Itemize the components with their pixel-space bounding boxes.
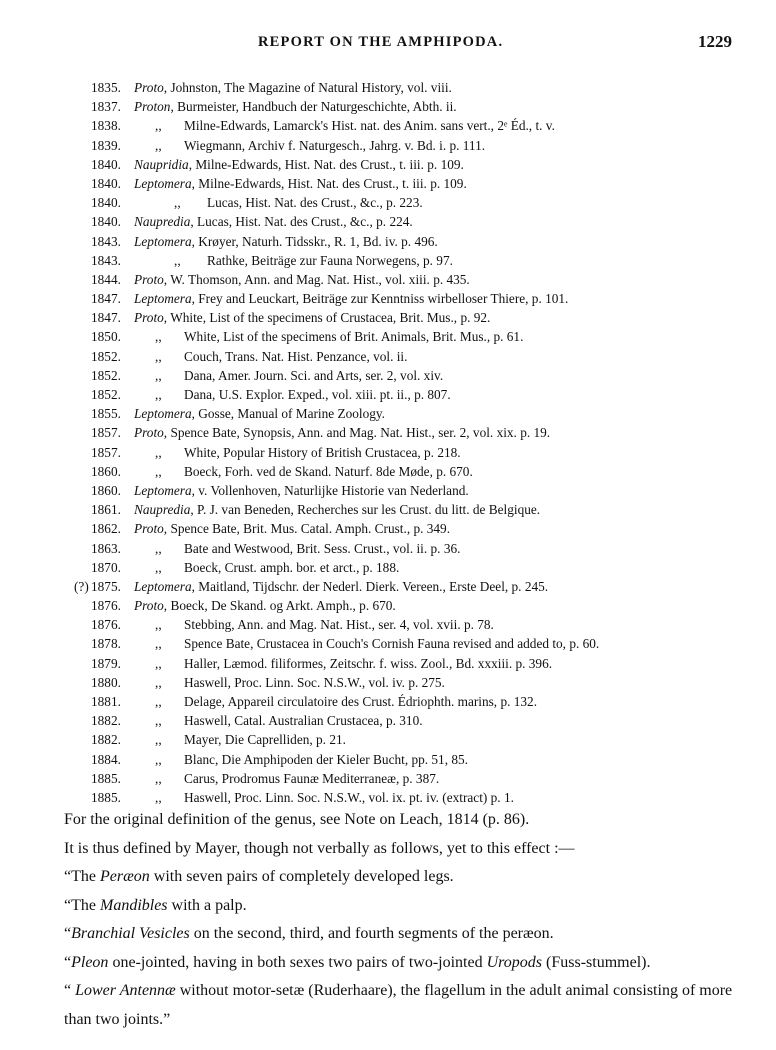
ditto-mark: ,, — [155, 617, 162, 633]
entry-year: 1840. — [91, 156, 121, 172]
entry-citation — [134, 519, 450, 538]
entry-year: 1852. — [91, 367, 121, 383]
entry-year: 1863. — [91, 540, 121, 556]
synonymy-entry — [0, 97, 776, 116]
synonymy-entry — [0, 615, 776, 634]
entry-year: 1876. — [91, 598, 121, 614]
ditto-mark: ,, — [155, 694, 162, 709]
citation-text: Bate and Westwood, Brit. Sess. Crust., vol. ii. p. 36. — [184, 540, 461, 556]
synonymy-entry — [0, 232, 776, 251]
note-paragraph: It is thus defined by Mayer, though not verbally as follows, yet to this effect :— — [64, 839, 575, 857]
genus-name: Leptomera — [134, 482, 192, 498]
citation-text: , White, List of the specimens of Crustacea, Brit. Mus., p. 92. — [163, 310, 491, 326]
genus-name: Leptomera — [134, 291, 192, 307]
citation-text: Haller, Læmod. filiformes, Zeitschr. f. wiss. Zool., Bd. xxxiii. p. 396. — [184, 655, 553, 671]
synonymy-entry — [0, 136, 776, 155]
citation-text: Delage, Appareil circulatoire des Crust. Édriophth. marins, p. 132. — [184, 694, 538, 709]
synonymy-entry — [0, 212, 776, 231]
synonymy-entry — [0, 500, 776, 519]
citation-text: Boeck, Crust. amph. bor. et arct., p. 188. — [184, 559, 400, 575]
ditto-mark: ,, — [155, 540, 162, 556]
synonymy-entry — [0, 558, 776, 577]
citation-text: Spence Bate, Crustacea in Couch's Cornish Fauna revised and added to, p. 60. — [184, 636, 600, 652]
ditto-mark: ,, — [155, 329, 162, 345]
citation-text: , W. Thomson, Ann. and Mag. Nat. Hist., vol. xiii. p. 435. — [163, 271, 470, 287]
citation-text: , Milne-Edwards, Hist. Nat. des Crust., t. iii. p. 109. — [188, 156, 464, 172]
citation-text: , Boeck, De Skand. og Arkt. Amph., p. 670. — [163, 598, 396, 614]
citation-text: , Spence Bate, Brit. Mus. Catal. Amph. Crust., p. 349. — [163, 521, 451, 537]
definition-pleon: “Pleon one-jointed, having in both sexes two pairs of two-jointed Uropods (Fuss-stummel). — [64, 953, 651, 971]
synonymy-entry — [0, 366, 776, 385]
synonymy-entry — [0, 423, 776, 442]
synonymy-entry — [0, 596, 776, 615]
entry-year: 1876. — [91, 617, 121, 633]
genus-name: Leptomera — [134, 233, 192, 249]
entry-citation — [134, 423, 550, 442]
definition-branchial-vesicles: “Branchial Vesicles on the second, third, and fourth segments of the peræon. — [64, 925, 554, 942]
synonymy-entry — [0, 404, 776, 423]
ditto-mark: ,, — [155, 674, 162, 690]
ditto-mark: ,, — [155, 118, 162, 134]
entry-year: 1882. — [91, 732, 121, 748]
entry-citation — [134, 596, 396, 615]
entry-year: 1850. — [91, 329, 121, 345]
synonymy-entry — [0, 251, 776, 270]
citation-text: Stebbing, Ann. and Mag. Nat. Hist., ser. 4, vol. xvii. p. 78. — [184, 617, 494, 633]
synonymy-entry — [0, 270, 776, 289]
page-number: 1229 — [698, 32, 732, 51]
synonymy-entry — [0, 347, 776, 366]
ditto-mark: ,, — [155, 713, 162, 729]
citation-text: Haswell, Proc. Linn. Soc. N.S.W., vol. iv. p. 275. — [184, 674, 445, 690]
entry-citation — [134, 174, 467, 193]
genus-name: Naupredia — [134, 502, 191, 518]
citation-text: Mayer, Die Caprelliden, p. 21. — [184, 732, 346, 748]
ditto-mark: ,, — [155, 789, 162, 805]
ditto-mark: ,, — [155, 387, 162, 402]
citation-text: Milne-Edwards, Lamarck's Hist. nat. des Anim. sans vert., 2ᵉ Éd., t. v. — [184, 118, 555, 134]
citation-text: , Milne-Edwards, Hist. Nat. des Crust., t. iii. p. 109. — [191, 175, 467, 191]
citation-text: Dana, Amer. Journ. Sci. and Arts, ser. 2, vol. xiv. — [184, 367, 444, 383]
running-header — [0, 32, 776, 54]
citation-text: , Lucas, Hist. Nat. des Crust., &c., p. 224. — [190, 214, 413, 230]
genus-name: Proto — [134, 310, 164, 326]
ditto-mark: ,, — [155, 444, 162, 460]
entry-year: 1840. — [91, 195, 121, 211]
synonymy-entry — [0, 443, 776, 462]
entry-year: 1880. — [91, 674, 121, 690]
synonymy-entry — [0, 116, 776, 135]
entry-citation — [134, 404, 385, 423]
entry-year: 1843. — [91, 233, 121, 249]
synonymy-entry — [0, 750, 776, 769]
entry-year: 1852. — [91, 387, 121, 402]
synonymy-entry — [0, 519, 776, 538]
synonymy-entry — [0, 78, 776, 97]
citation-text: Blanc, Die Amphipoden der Kieler Bucht, pp. 51, 85. — [184, 751, 468, 767]
citation-text: , Burmeister, Handbuch der Naturgeschichte, Abth. ii. — [170, 99, 457, 115]
genus-name: Proto — [134, 598, 164, 614]
entry-year: 1835. — [91, 80, 121, 95]
entry-year: 1875. — [91, 578, 121, 594]
citation-text: Haswell, Catal. Australian Crustacea, p. 310. — [184, 713, 423, 729]
entry-year: 1885. — [91, 789, 121, 805]
entry-year: 1879. — [91, 655, 121, 671]
entry-year: 1855. — [91, 406, 121, 422]
ditto-mark: ,, — [174, 252, 181, 268]
synonymy-list — [0, 78, 776, 807]
genus-name: Leptomera — [134, 406, 192, 422]
ditto-mark: ,, — [155, 137, 162, 153]
entry-year: 1837. — [91, 99, 121, 115]
entry-year: 1861. — [91, 502, 121, 518]
entry-year: 1884. — [91, 751, 121, 767]
entry-citation — [134, 289, 568, 308]
entry-year: 1844. — [91, 271, 121, 287]
entry-citation — [134, 577, 548, 596]
citation-text: , P. J. van Beneden, Recherches sur les Crust. du litt. de Belgique. — [190, 502, 541, 518]
synonymy-entry — [0, 634, 776, 653]
ditto-mark: ,, — [155, 348, 162, 364]
citation-text: Dana, U.S. Explor. Exped., vol. xiii. pt. ii., p. 807. — [184, 387, 451, 402]
entry-year: 1843. — [91, 252, 121, 268]
genus-name: Proto — [134, 80, 164, 95]
citation-text: , Maitland, Tijdschr. der Nederl. Dierk. Vereen., Erste Deel, p. 245. — [191, 578, 549, 594]
entry-year: 1885. — [91, 770, 121, 786]
synonymy-entry — [0, 788, 776, 807]
synonymy-entry — [0, 462, 776, 481]
citation-text: Couch, Trans. Nat. Hist. Penzance, vol. ii. — [184, 348, 408, 364]
ditto-mark: ,, — [155, 463, 162, 479]
citation-text: White, Popular History of British Crustacea, p. 218. — [184, 444, 461, 460]
entry-year: 1840. — [91, 175, 121, 191]
genus-name: Leptomera — [134, 175, 192, 191]
entry-year: 1847. — [91, 291, 121, 307]
entry-year: 1839. — [91, 137, 121, 153]
citation-text: Rathke, Beiträge zur Fauna Norwegens, p. 97. — [207, 252, 453, 268]
entry-citation — [134, 481, 469, 500]
ditto-mark: ,, — [155, 636, 162, 652]
entry-citation — [134, 232, 438, 251]
entry-year: 1870. — [91, 559, 121, 575]
ditto-mark: ,, — [155, 732, 162, 748]
synonymy-entry — [0, 327, 776, 346]
citation-text: , Spence Bate, Synopsis, Ann. and Mag. Nat. Hist., ser. 2, vol. xix. p. 19. — [163, 425, 551, 441]
synonymy-entry — [0, 673, 776, 692]
entry-citation — [134, 78, 452, 97]
entry-year: 1857. — [91, 444, 121, 460]
note-paragraph: For the original definition of the genus, see Note on Leach, 1814 (p. 86). — [64, 811, 530, 828]
entry-year: 1847. — [91, 310, 121, 326]
synonymy-entry — [0, 539, 776, 558]
synonymy-entry — [0, 654, 776, 673]
entry-year: 1881. — [91, 694, 121, 709]
entry-citation — [134, 212, 413, 231]
entry-year: 1838. — [91, 118, 121, 134]
synonymy-entry — [0, 711, 776, 730]
ditto-mark: ,, — [155, 655, 162, 671]
citation-text: Haswell, Proc. Linn. Soc. N.S.W., vol. ix. pt. iv. (extract) p. 1. — [184, 789, 514, 805]
genus-name: Naupridia — [134, 156, 189, 172]
synonymy-entry — [0, 308, 776, 327]
entry-citation — [134, 308, 490, 327]
citation-text: , Johnston, The Magazine of Natural History, vol. viii. — [163, 80, 452, 95]
ditto-mark: ,, — [155, 751, 162, 767]
query-mark: (?) — [74, 578, 89, 594]
entry-year: 1862. — [91, 521, 121, 537]
entry-citation — [134, 155, 464, 174]
citation-text: , Gosse, Manual of Marine Zoology. — [191, 406, 386, 422]
header-title: REPORT ON THE AMPHIPODA. — [258, 34, 504, 50]
synonymy-entry — [0, 769, 776, 788]
entry-year: 1860. — [91, 482, 121, 498]
synonymy-entry — [0, 692, 776, 711]
citation-text: Wiegmann, Archiv f. Naturgesch., Jahrg. v. Bd. i. p. 111. — [184, 137, 486, 153]
citation-text: , v. Vollenhoven, Naturlijke Historie van Nederland. — [191, 482, 469, 498]
synonymy-entry — [0, 193, 776, 212]
definition-peraeon: “The Peræon with seven pairs of completely developed legs. — [64, 868, 454, 885]
citation-text: , Krøyer, Naturh. Tidsskr., R. 1, Bd. iv. p. 496. — [191, 233, 438, 249]
ditto-mark: ,, — [155, 559, 162, 575]
genus-name: Proto — [134, 425, 164, 441]
synonymy-entry — [0, 174, 776, 193]
entry-year: 1857. — [91, 425, 121, 441]
entry-year: 1852. — [91, 348, 121, 364]
synonymy-entry — [0, 289, 776, 308]
synonymy-entry — [0, 155, 776, 174]
synonymy-entry — [0, 730, 776, 749]
synonymy-entry — [0, 385, 776, 404]
citation-text: Lucas, Hist. Nat. des Crust., &c., p. 223. — [207, 195, 423, 211]
citation-text: White, List of the specimens of Brit. Animals, Brit. Mus., p. 61. — [184, 329, 524, 345]
entry-year: 1882. — [91, 713, 121, 729]
genus-name: Naupredia — [134, 214, 191, 230]
entry-citation — [134, 97, 457, 116]
citation-text: Boeck, Forh. ved de Skand. Naturf. 8de Møde, p. 670. — [184, 463, 473, 479]
definition-lower-antennae: “ Lower Antennæ without motor-setæ (Ruderhaare), the flagellum in the adult animal consisting of more than two joints.” — [64, 982, 733, 1028]
definition-mandibles: “The Mandibles with a palp. — [64, 896, 247, 914]
genus-name: Proton — [134, 99, 171, 115]
entry-year: 1860. — [91, 463, 121, 479]
citation-text: , Frey and Leuckart, Beiträge zur Kenntniss wirbelloser Thiere, p. 101. — [191, 291, 569, 307]
entry-citation — [134, 270, 470, 289]
genus-name: Proto — [134, 271, 164, 287]
ditto-mark: ,, — [155, 367, 162, 383]
synonymy-entry — [0, 577, 776, 596]
genus-notes — [42, 806, 742, 1034]
entry-citation — [134, 500, 540, 519]
genus-name: Leptomera — [134, 578, 192, 594]
genus-name: Proto — [134, 521, 164, 537]
synonymy-entry — [0, 481, 776, 500]
citation-text: Carus, Prodromus Faunæ Mediterraneæ, p. 387. — [184, 770, 440, 786]
entry-year: 1878. — [91, 636, 121, 652]
ditto-mark: ,, — [174, 195, 181, 211]
ditto-mark: ,, — [155, 770, 162, 786]
entry-year: 1840. — [91, 214, 121, 230]
